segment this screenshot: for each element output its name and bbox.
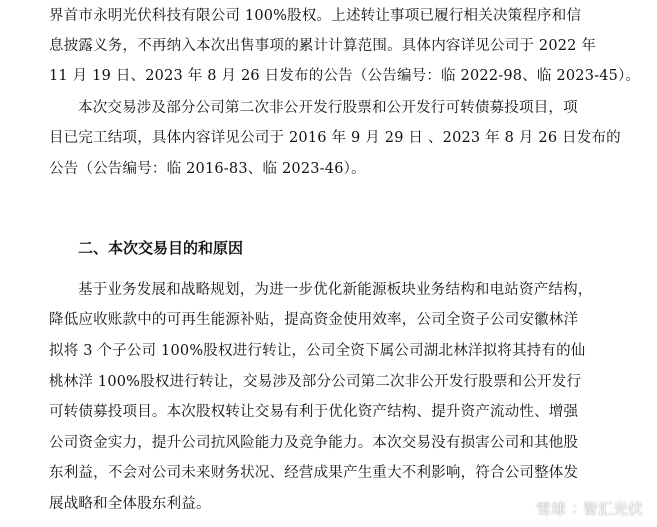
paragraph-line: 11 月 19 日、2023 年 8 月 26 日发布的公告（公告编号：临 2022-98、临 2023-45）。 [49, 68, 641, 84]
paragraph-line: 界首市永明光伏科技有限公司 100%股权。上述转让事项已履行相关决策程序和信 [49, 8, 582, 24]
snowball-logo-icon [508, 497, 530, 519]
paragraph-line: 可转债募投项目。本次股权转让交易有利于优化资产结构、提升资产流动性、增强 [49, 404, 579, 420]
watermark-site: 雪球 [535, 499, 566, 518]
section-heading: 二、本次交易目的和原因 [78, 239, 244, 257]
paragraph-line: 东利益，不会对公司未来财务状况、经营成果产生重大不利影响，符合公司整体发 [49, 465, 579, 481]
paragraph-line: 降低应收账款中的可再生能源补贴，提高资金使用效率，公司全资子公司安徽林洋 [49, 312, 579, 328]
paragraph-line: 桃林洋 100%股权进行转让，交易涉及部分公司第二次非公开发行股票和公开发行 [49, 374, 582, 390]
paragraph-line: 公告（公告编号：临 2016-83、临 2023-46）。 [49, 161, 366, 177]
watermark [508, 497, 643, 519]
watermark-author: 智汇光伏 [582, 499, 643, 518]
paragraph-line: 拟将 3 个子公司 100%股权进行转让，公司全资下属公司湖北林洋拟将其持有的仙 [49, 343, 586, 359]
paragraph-line: 本次交易涉及部分公司第二次非公开发行股票和公开发行可转债募投项目，项 [78, 100, 578, 116]
watermark-separator: : [571, 499, 577, 517]
paragraph-line: 目已完工结项，具体内容详见公司于 2016 年 9 月 29 日 、2023 年 8 月 26 日发布的 [49, 130, 621, 146]
paragraph-line: 基于业务发展和战略规划，为进一步优化新能源板块业务结构和电站资产结构， [78, 282, 593, 298]
paragraph-line: 公司资金实力，提升公司抗风险能力及竞争能力。本次交易没有损害公司和其他股 [49, 435, 579, 451]
paragraph-line: 息披露义务，不再纳入本次出售事项的累计计算范围。具体内容详见公司于 2022 年 [49, 38, 597, 54]
paragraph-line: 展战略和全体股东利益。 [49, 496, 211, 512]
